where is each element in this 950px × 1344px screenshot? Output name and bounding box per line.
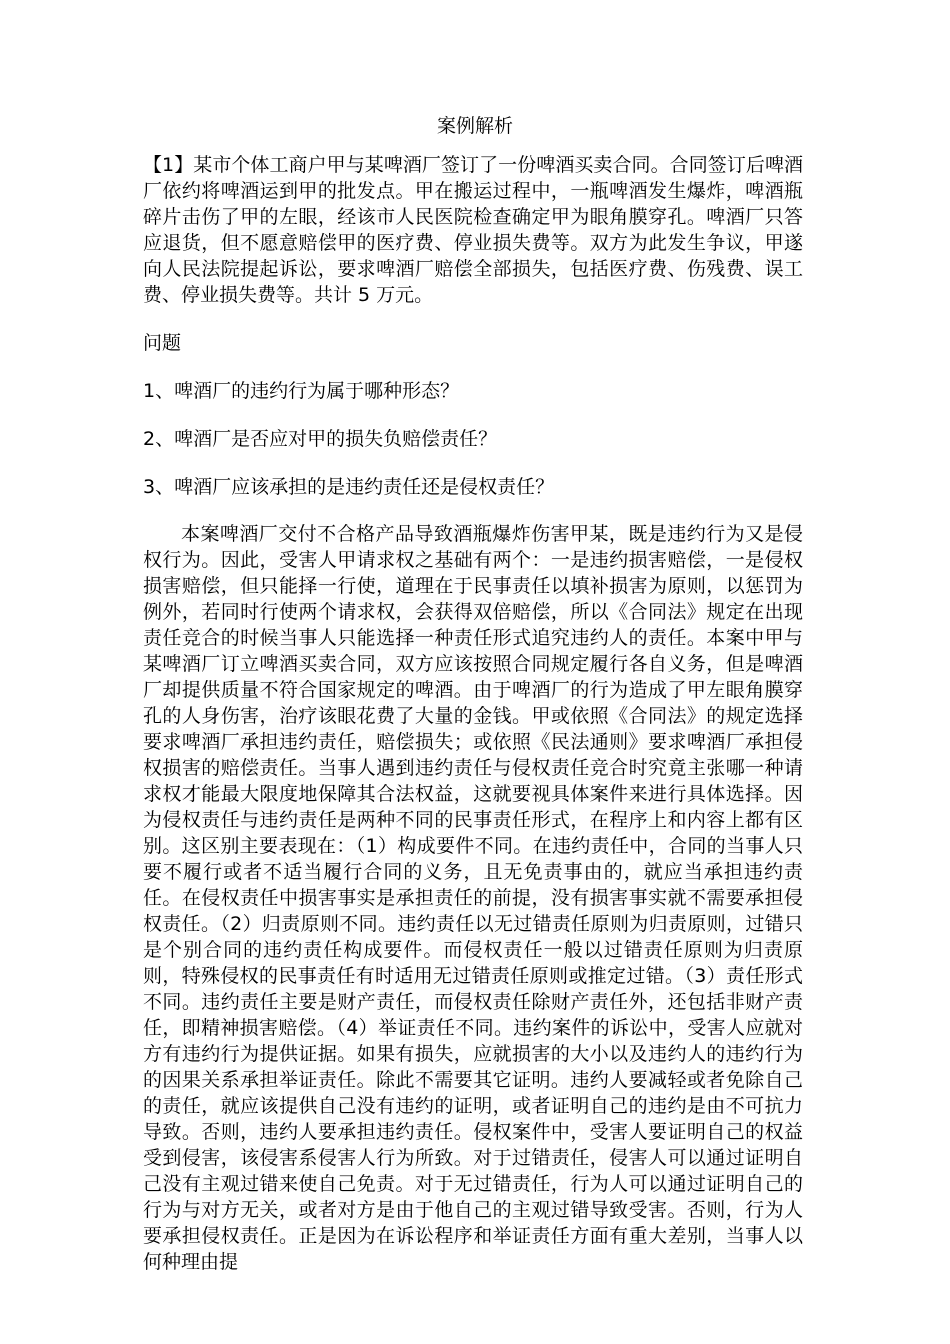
document-title: 案例解析	[436, 115, 513, 137]
question-item: 1、啤酒厂的违约行为属于哪种形态？	[143, 380, 460, 402]
question-item: 3、啤酒厂应该承担的是违约责任还是侵权责任？	[143, 476, 555, 498]
questions-heading: 问题	[143, 332, 182, 354]
case-description: 【1】某市个体工商户甲与某啤酒厂签订了一份啤酒买卖合同。合同签订后啤酒厂依约将啤酒运到甲的批发点。甲在搬运过程中，一瓶啤酒发生爆炸，啤酒瓶碎片击伤了甲的左眼，经该市人民医院检查确定甲为眼角膜穿孔。啤酒厂只答应退货，但不愿意赔偿甲的医疗费、停业损失费等。双方为此发生争议，甲遂向人民法院提起诉讼，要求啤酒厂赔偿全部损失，包括医疗费、伤残费、误工费、停业损失费等。共计 5 万元。	[143, 154, 803, 306]
case-analysis: 本案啤酒厂交付不合格产品导致酒瓶爆炸伤害甲某，既是违约行为又是侵权行为。因此，受害人甲请求权之基础有两个：一是违约损害赔偿，一是侵权损害赔偿，但只能择一行使，道理在于民事责任以填补损害为原则，以惩罚为例外，若同时行使两个请求权，会获得双倍赔偿，所以《合同法》规定在出现责任竞合的时候当事人只能选择一种责任形式追究违约人的责任。本案中甲与某啤酒厂订立啤酒买卖合同，双方应该按照合同规定履行各自义务，但是啤酒厂却提供质量不符合国家规定的啤酒。由于啤酒厂的行为造成了甲左眼角膜穿孔的人身伤害，治疗该眼花费了大量的金钱。甲或依照《合同法》的规定选择要求啤酒厂承担违约责任，赔偿损失；或依照《民法通则》要求啤酒厂承担侵权损害的赔偿责任。当事人遇到违约责任与侵权责任竞合时究竟主张哪一种请求权才能最大限度地保障其合法权益，这就要视具体案件来进行具体选择。因为侵权责任与违约责任是两种不同的民事责任形式，在程序上和内容上都有区别。这区别主要表现在：（1）构成要件不同。在违约责任中，合同的当事人只要不履行或者不适当履行合同的义务，且无免责事由的，就应当承担违约责任。在侵权责任中损害事实是承担责任的前提，没有损害事实就不需要承担侵权责任。（2）归责原则不同。违约责任以无过错责任原则为归责原则，过错只是个别合同的违约责任构成要件。而侵权责任一般以过错责任原则为归责原则，特殊侵权的民事责任有时适用无过错责任原则或推定过错。（3）责任形式不同。违约责任主要是财产责任，而侵权责任除财产责任外，还包括非财产责任，即精神损害赔偿。（4）举证责任不同。违约案件的诉讼中，受害人应就对方有违约行为提供证据。如果有损失，应就损害的大小以及违约人的违约行为的因果关系承担举证责任。除此不需要其它证明。违约人要减轻或者免除自己的责任，就应该提供自己没有违约的证明，或者证明自己的违约是由不可抗力导致。否则，违约人要承担违约责任。侵权案件中，受害人要证明自己的权益受到侵害，该侵害系侵害人行为所致。对于过错责任，侵害人可以通过证明自己没有主观过错来使自己免责。对于无过错责任，行为人可以通过证明自己的行为与对方无关，或者对方是由于他自己的主观过错导致受害。否则，行为人要承担侵权责任。正是因为在诉讼程序和举证责任方面有重大差别，当事人以何种理由提	[143, 523, 803, 1273]
question-item: 2、啤酒厂是否应对甲的损失负赔偿责任？	[143, 428, 498, 450]
